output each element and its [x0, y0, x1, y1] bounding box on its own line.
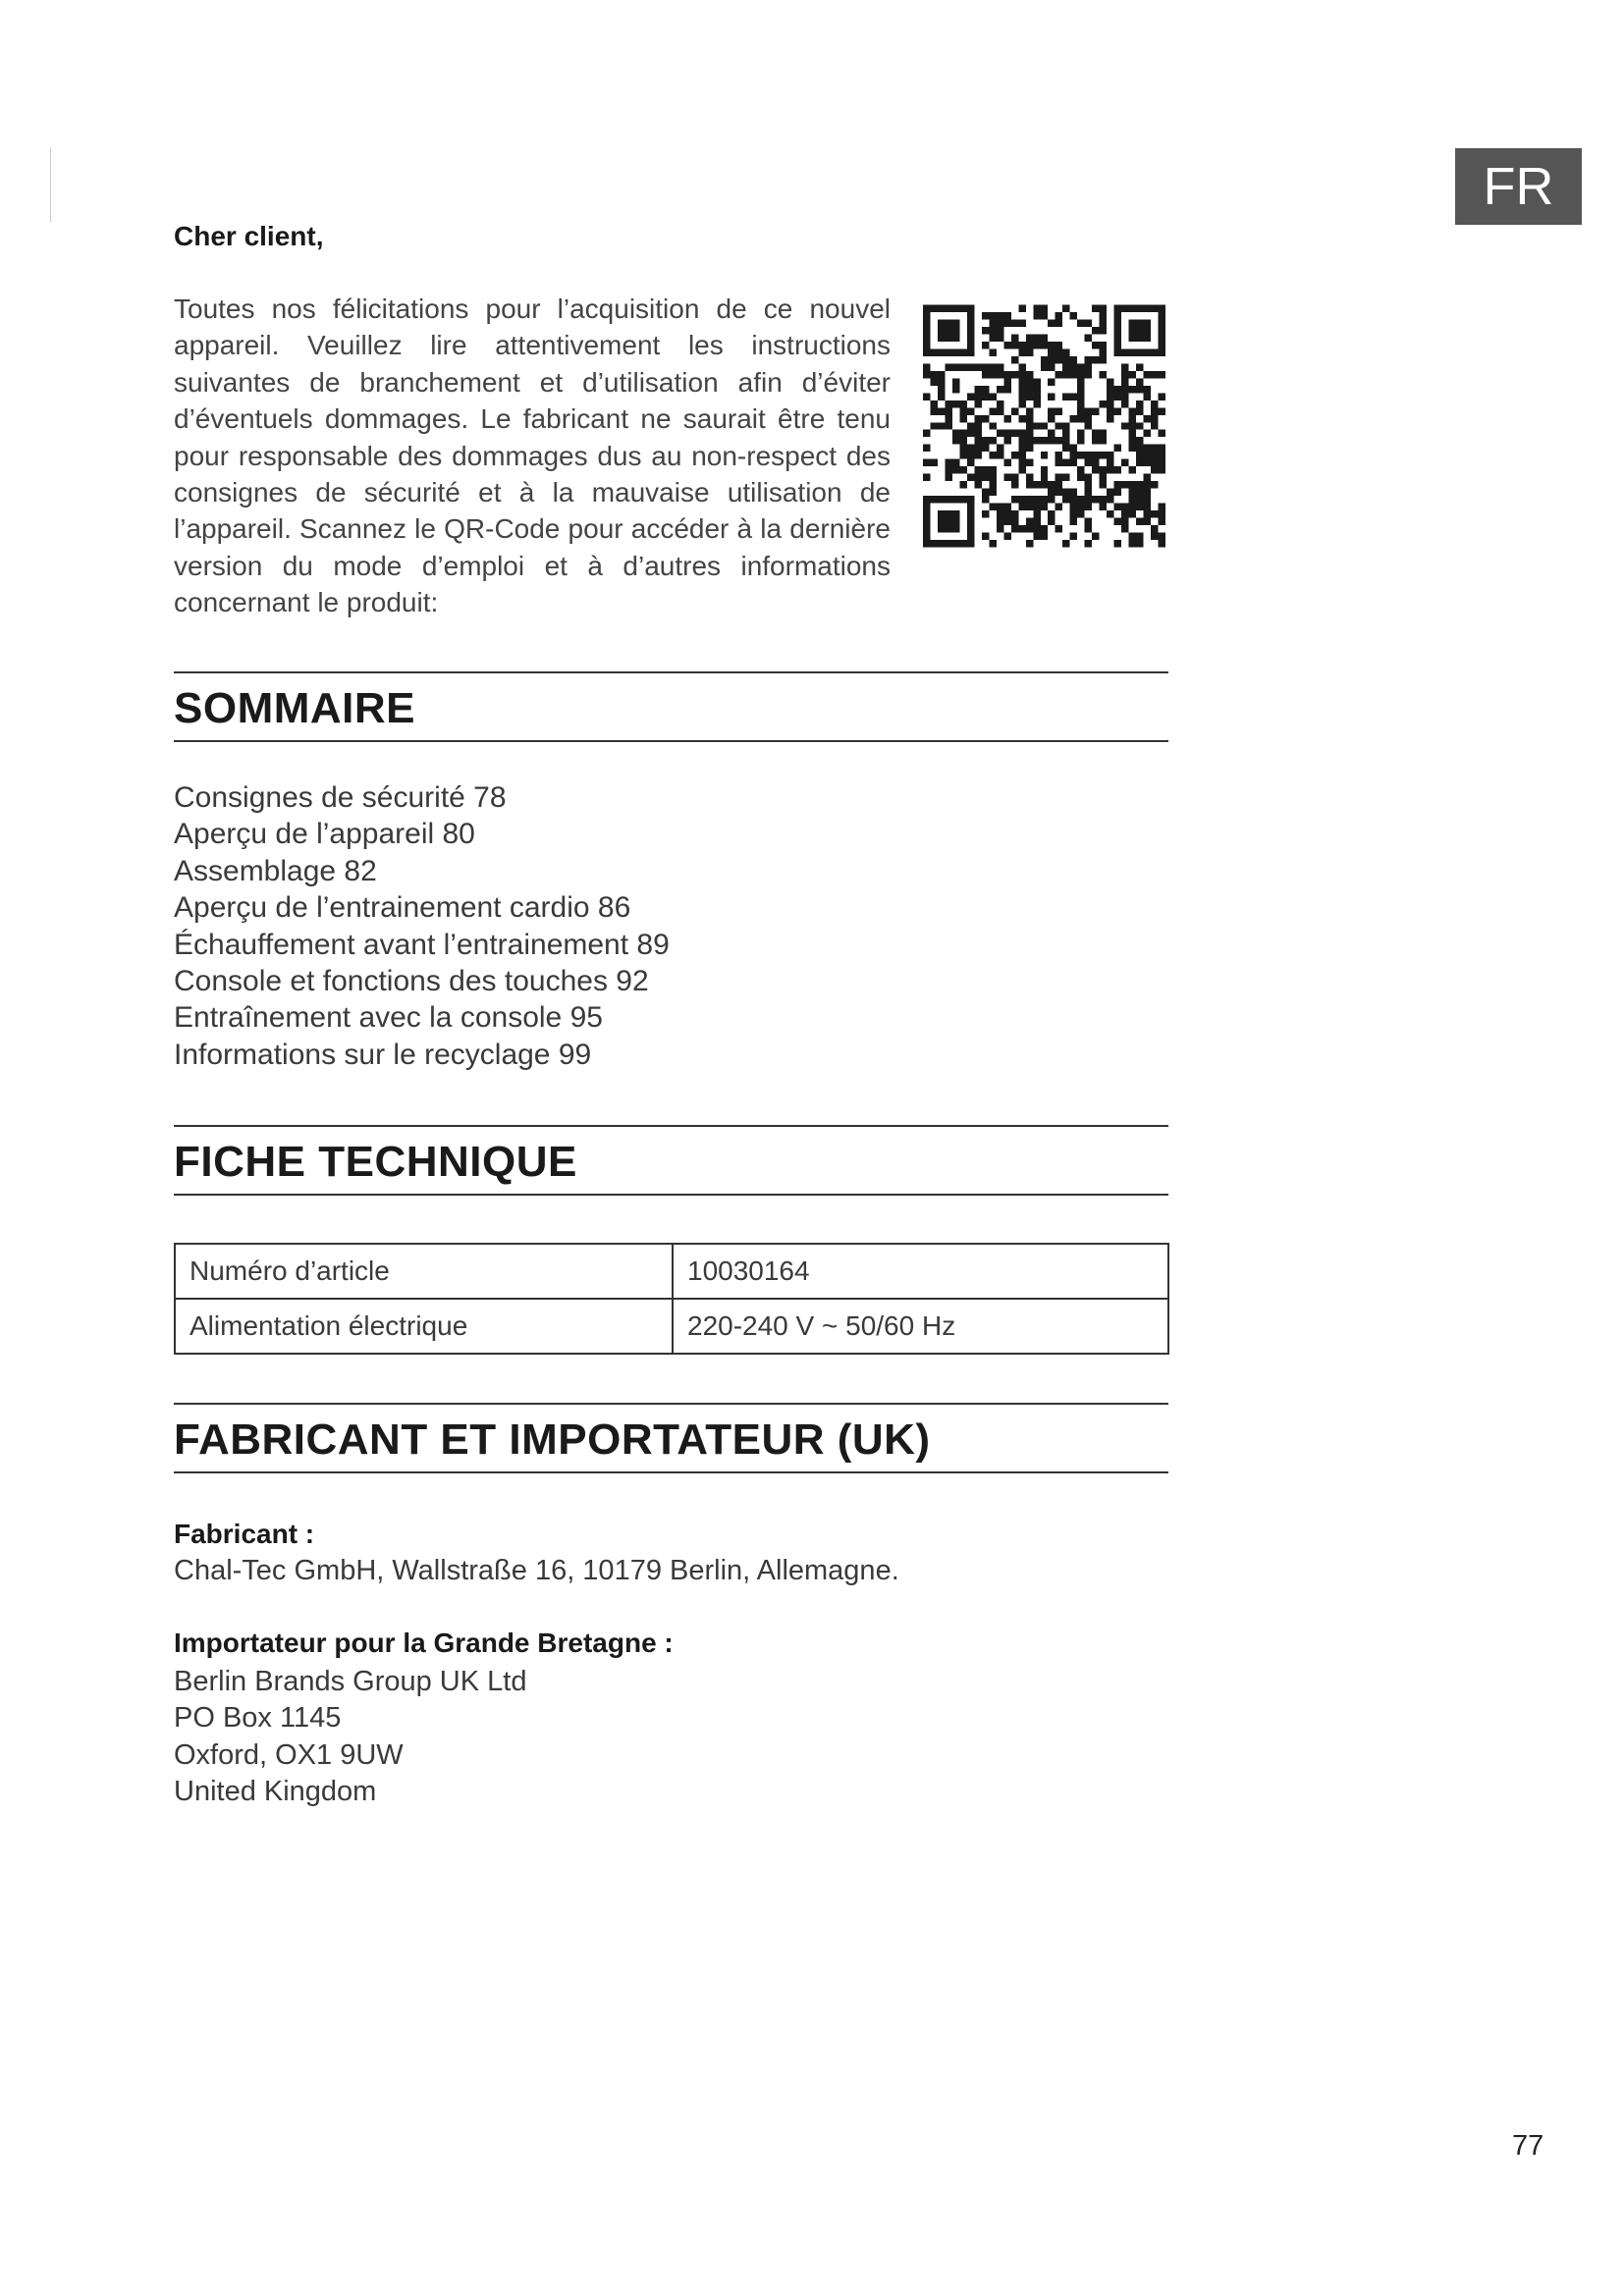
language-tab: FR: [1455, 148, 1582, 225]
rule-fiche-bottom: [174, 1194, 1168, 1196]
sommaire-title: SOMMAIRE: [174, 684, 415, 732]
toc-item[interactable]: Aperçu de l’entrainement cardio 86: [174, 891, 631, 925]
spec-value: 220-240 V ~ 50/60 Hz: [673, 1299, 1168, 1354]
toc-item[interactable]: Échauffement avant l’entrainement 89: [174, 928, 670, 961]
toc-item[interactable]: Informations sur le recyclage 99: [174, 1038, 592, 1071]
toc-item[interactable]: Assemblage 82: [174, 854, 377, 887]
address-line: United Kingdom: [174, 1776, 377, 1808]
toc-item[interactable]: Aperçu de l’appareil 80: [174, 818, 475, 851]
spec-label: Numéro d’article: [175, 1244, 673, 1299]
fiche-title: FICHE TECHNIQUE: [174, 1138, 577, 1186]
fabricant-title: FABRICANT ET IMPORTATEUR (UK): [174, 1415, 931, 1464]
margin-mark: [50, 147, 51, 222]
toc-item[interactable]: Console et fonctions des touches 92: [174, 965, 649, 998]
toc-item[interactable]: Entraînement avec la console 95: [174, 1001, 603, 1035]
table-row: [175, 1299, 1168, 1354]
importer-label: Importateur pour la Grande Bretagne :: [174, 1628, 674, 1658]
manufacturer-address: Chal-Tec GmbH, Wallstraße 16, 10179 Berlin, Allemagne.: [174, 1555, 899, 1586]
intro-paragraph: Toutes nos félicitations pour l’acquisition de ce nouvel appareil. Veuillez lire attentivement les instructions suivantes de branchement et d’utilisation afin d’éviter d’éventuels dommages. Le fabricant ne saurait être tenu pour responsable des dommages dus au non-respect des consignes de sécurité et à la mauvaise utilisation de l’appareil. Scannez le QR-Code pour accéder à la dernière version du mode d’emploi et à d’autres informations concernant le produit:: [174, 294, 891, 618]
greeting: Cher client,: [174, 221, 324, 251]
toc-item[interactable]: Consignes de sécurité 78: [174, 781, 507, 814]
table-of-contents: [174, 779, 670, 1073]
address-line: Oxford, OX1 9UW: [174, 1738, 404, 1771]
page-number: 77: [1512, 2130, 1544, 2162]
qr-code-image[interactable]: [923, 302, 1165, 550]
spec-table: [174, 1243, 1169, 1355]
spec-value: 10030164: [673, 1244, 1168, 1299]
address-line: PO Box 1145: [174, 1702, 342, 1735]
table-row: [175, 1244, 1168, 1299]
rule-sommaire-bottom: [174, 740, 1168, 742]
manufacturer-label: Fabricant :: [174, 1519, 315, 1549]
rule-sommaire-top: [174, 671, 1168, 673]
rule-fabricant-top: [174, 1403, 1168, 1405]
spec-label: Alimentation électrique: [175, 1299, 673, 1354]
importer-address: [174, 1664, 526, 1811]
address-line: Berlin Brands Group UK Ltd: [174, 1666, 527, 1697]
rule-fiche-top: [174, 1125, 1168, 1127]
rule-fabricant-bottom: [174, 1471, 1168, 1473]
